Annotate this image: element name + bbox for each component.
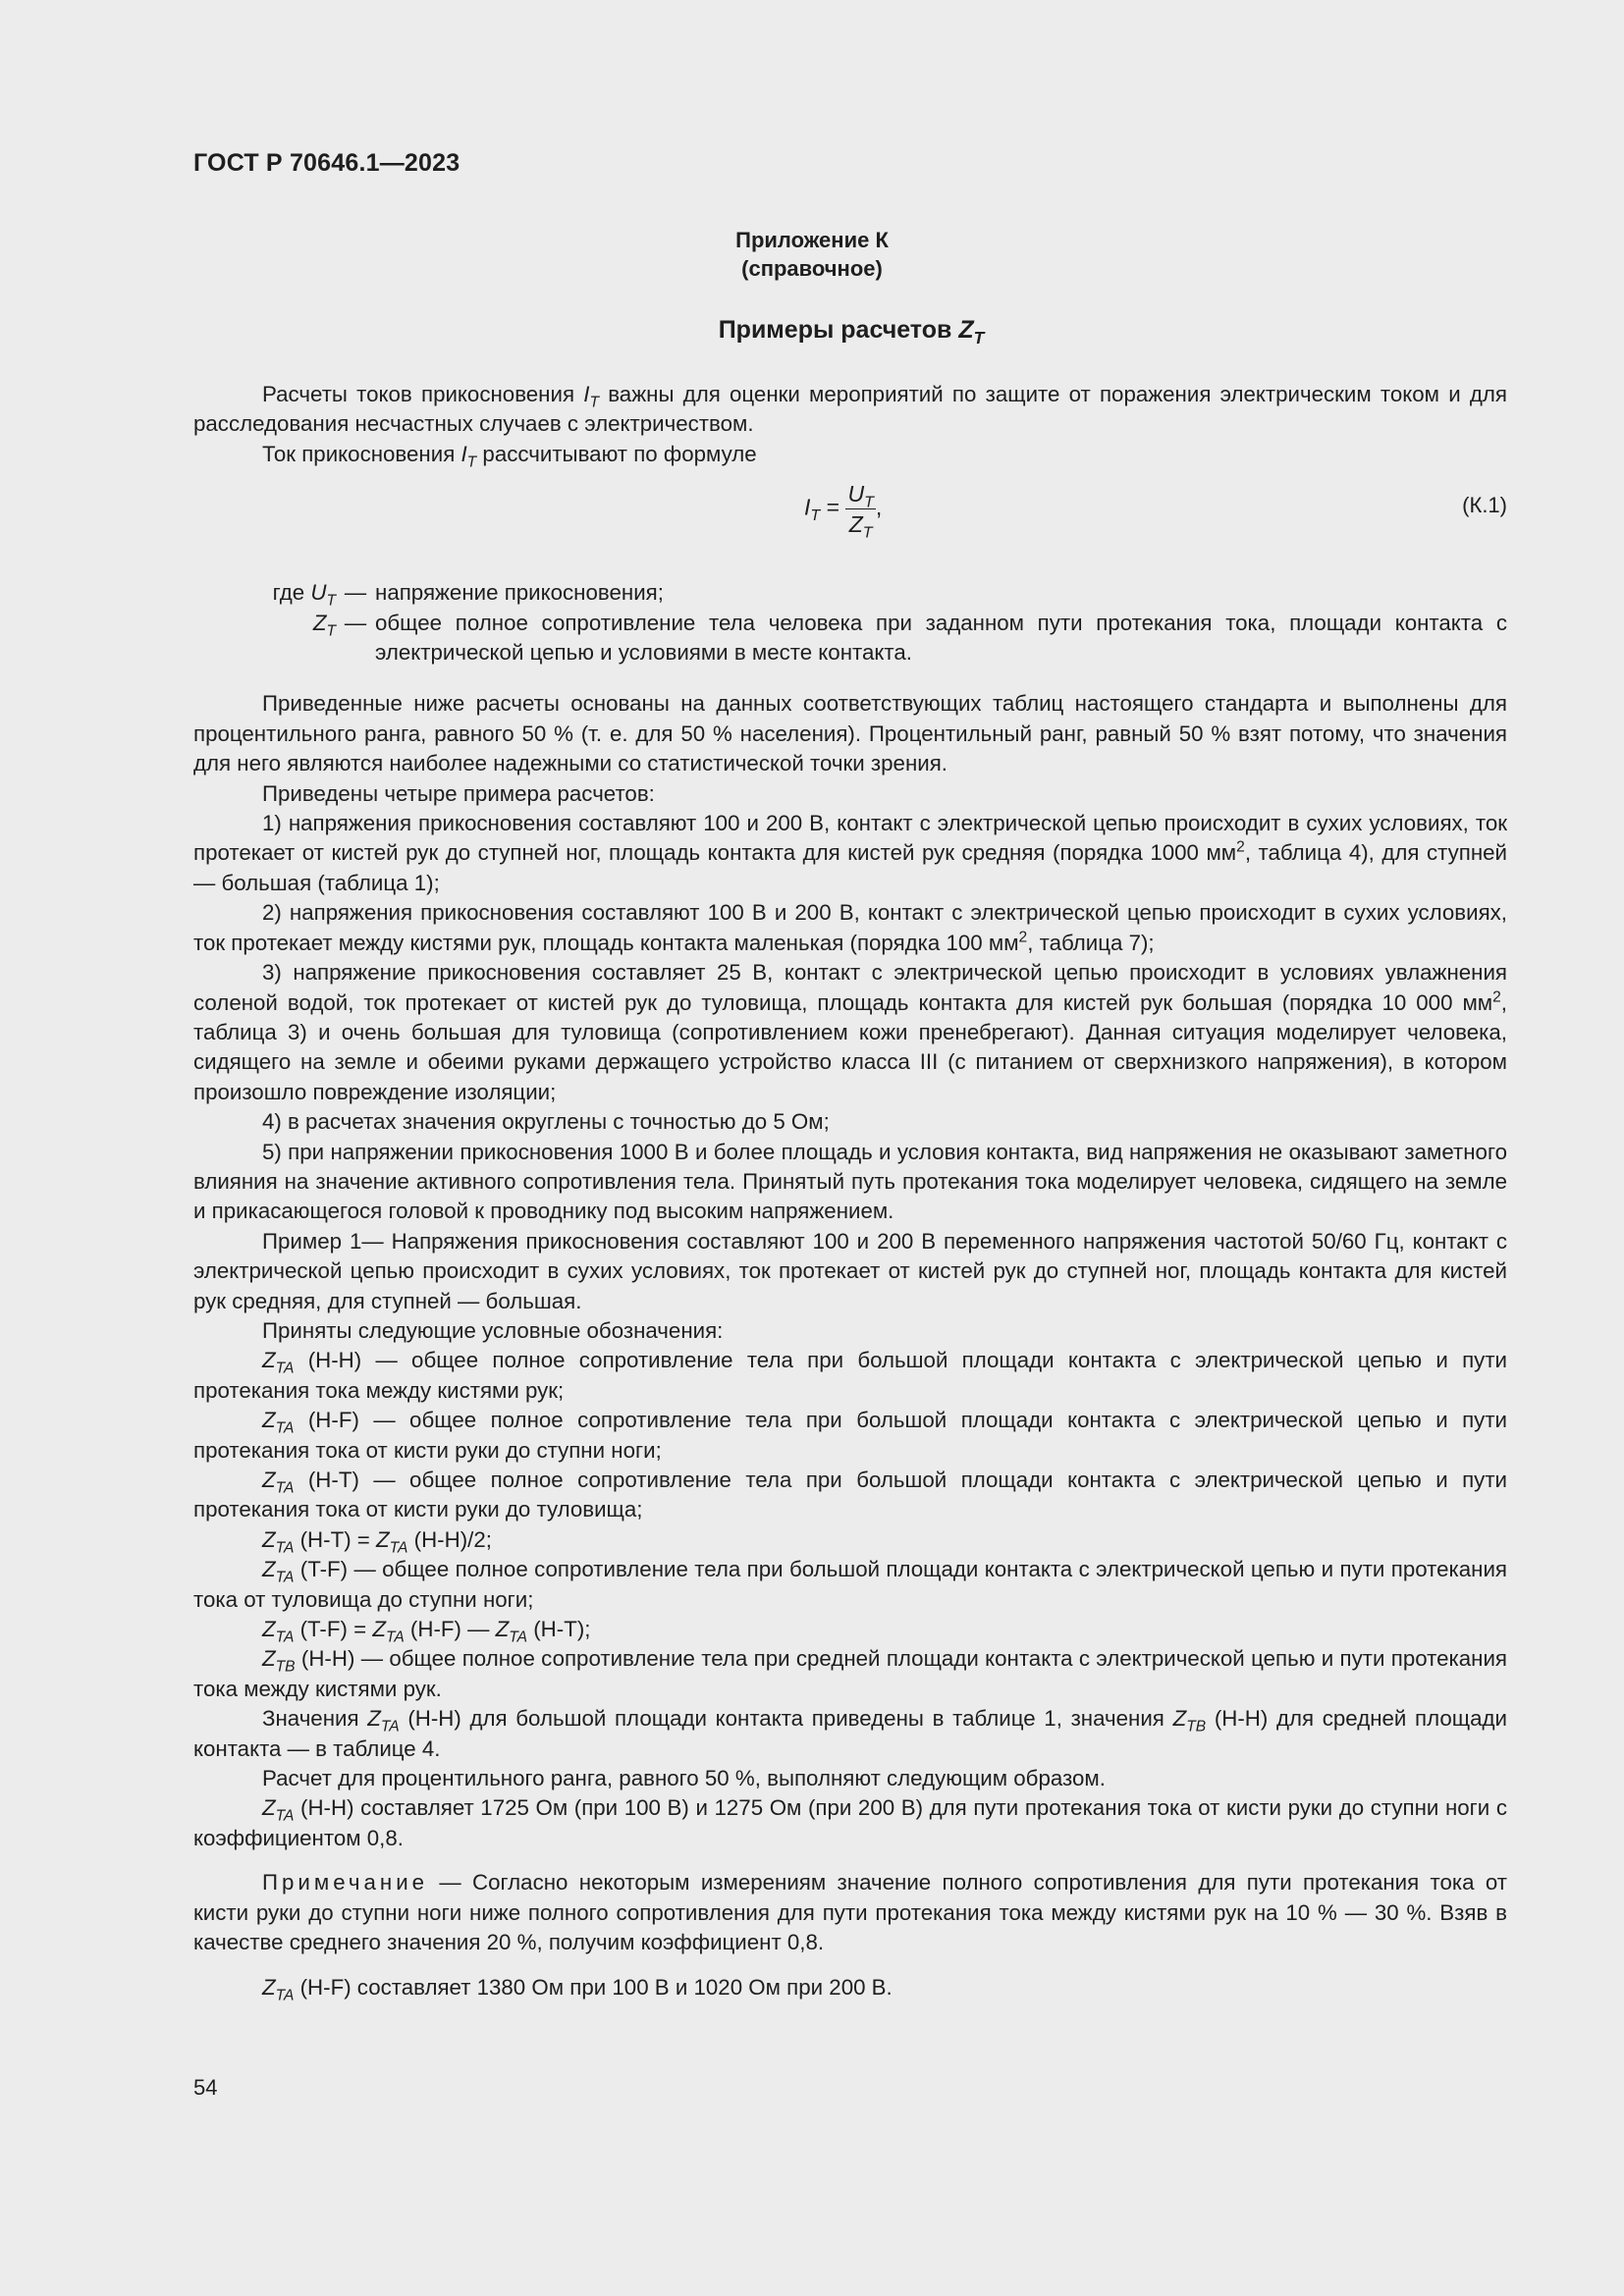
list-item-5: 5) при напряжении прикосновения 1000 В и более площадь и условия контакта, вид напряжения не оказывают заметного влияния на значение активного сопротивления тела. Принятый путь протекания тока моделирует человека, сидящего на земле и прикасающегося головой к проводнику под высоким напряжением. xyxy=(193,1139,1507,1224)
result-2: $Z_{TA}$ (H-F) составляет 1380 Ом при 100 В и 1020 Ом при 200 В. xyxy=(262,1974,893,2003)
list-item-1: 1) напряжения прикосновения составляют 100 и 200 В, контакт с электрической цепью происходит в сухих условиях, ток протекает от кистей рук до ступней ног, площадь контакта для кистей рук средняя (порядка 1000 $мм^2$, таблица 4), для ступней — большая (таблица 1); xyxy=(193,811,1508,895)
note-paragraph: Примечание — Согласно некоторым измерениям значение полного сопротивления для пути протекания тока от кисти руки до ступни ноги ниже полного сопротивления для пути протекания тока между кистями рук на 10 % — 30 %. Взяв в качестве среднего значения 20 %, получим коэффициент 0,8. xyxy=(193,1870,1507,1955)
formula-expression: $I_T$ = $\frac{U_T}{Z_T}$ , xyxy=(804,481,883,542)
notation-item-2: $Z_{TA}$ (H-F) — общее полное сопротивление тела при большой площади контакта с электрической цепью и пути протекания тока от кисти руки до ступни ноги; xyxy=(193,1408,1507,1463)
notation-item-1: $Z_{TA}$ (H-H) — общее полное сопротивление тела при большой площади контакта с электрической цепью и пути протекания тока между кистями рук; xyxy=(193,1348,1507,1403)
formula-number: (К.1) xyxy=(1462,493,1507,518)
where-item-ut: где $U_T$ — напряжение прикосновения; xyxy=(272,580,664,610)
list-item-2: 2) напряжения прикосновения составляют 100 В и 200 В, контакт с электрической цепью происходит в сухих условиях, ток протекает между кистями рук, площадь контакта маленькая (порядка 100 $мм^2$, таблица 7); xyxy=(193,900,1507,955)
notation-item-5: $Z_{TA}$ (T-F) — общее полное сопротивление тела при большой площади контакта с электрической цепью и пути протекания тока от туловища до ступни ноги; xyxy=(193,1557,1507,1612)
annex-heading xyxy=(0,226,1624,283)
section-title-text: Примеры расчетов xyxy=(718,316,952,344)
note-label: Примечание xyxy=(262,1870,429,1896)
section-title-symbol: Z xyxy=(958,316,974,344)
list-item-4: 4) в расчетах значения округлены с точностью до 5 Ом; xyxy=(262,1109,830,1135)
example-1-paragraph: Пример 1— Напряжения прикосновения составляют 100 и 200 В переменного напряжения частотой 50/60 Гц, контакт с электрической цепью происходит в сухих условиях, ток протекает от кистей рук до ступней ног, площадь контакта для кистей рук средняя, для ступней — большая. xyxy=(193,1228,1507,1313)
annex-name: Приложение К xyxy=(735,228,889,252)
paragraph-basis: Приведенные ниже расчеты основаны на данных соответствующих таблиц настоящего стандарта и выполнены для процентильного ранга, равного 50 % (т. е. для 50 % населения). Процентильный ранг, равный 50 % взят потому, что значения для него являются наиболее надежными со статистической точки зрения. xyxy=(193,691,1507,776)
section-title xyxy=(0,316,1624,348)
paragraph-examples-lead: Приведены четыре примера расчетов: xyxy=(262,780,655,806)
section-title-symbol-sub: T xyxy=(973,328,985,348)
notation-item-4: $Z_{TA}$ $(H-T) = Z_{TA}$ (H-H)/2; xyxy=(262,1526,492,1557)
notation-item-6: $Z_{TA}$ $(T-F) = Z_{TA}$ (H-F) — $Z_{TA}$ (H-T); xyxy=(262,1617,591,1646)
result-1: $Z_{TA}$ (H-H) составляет 1725 Ом (при 100 В) и 1275 Ом (при 200 В) для пути протекания тока от кисти руки до ступни ноги с коэффициентом 0,8. xyxy=(193,1795,1507,1850)
formula-k1 xyxy=(193,469,1507,563)
values-paragraph: Значения $Z_{TA}$ (H-H) для большой площади контакта приведены в таблице 1, значения $Z_{TB}$ (H-H) для средней площади контакта — в таблице 4. xyxy=(193,1706,1508,1761)
formula-fraction: $\frac{U_T}{Z_T}$ xyxy=(847,481,874,542)
where-item-zt: $Z_T$ — общее полное сопротивление тела человека при заданном пути протекания тока, площади контакта с электрической цепью и условиями в месте контакта. xyxy=(312,610,1507,666)
annex-type: (справочное) xyxy=(741,256,883,281)
intro-paragraph-2: Ток прикосновения $I_T$ рассчитывают по формуле xyxy=(262,441,757,471)
intro-paragraph-1: Расчеты токов прикосновения $I_T$ важны для оценки мероприятий по защите от поражения электрическим током и для расследования несчастных случаев с электричеством. xyxy=(193,382,1507,437)
calculation-lead: Расчет для процентильного ранга, равного 50 %, выполняют следующим образом. xyxy=(262,1766,1106,1791)
document-header: ГОСТ Р 70646.1—2023 xyxy=(193,149,460,177)
notation-lead: Приняты следующие условные обозначения: xyxy=(262,1317,724,1343)
page-number: 54 xyxy=(193,2075,218,2100)
list-item-3: 3) напряжение прикосновения составляет 25 В, контакт с электрической цепью происходит в условиях увлажнения соленой водой, ток протекает от кистей рук до туловища, площадь контакта для кистей рук большая (порядка 10 000 $мм^2$, таблица 3) и очень большая для туловища (сопротивлением кожи пренебрегают). Данная ситуация моделирует человека, сидящего на земле и обеими руками держащего устройство класса III (с питанием от сверхнизкого напряжения), в котором произошло повреждение изоляции; xyxy=(193,960,1507,1104)
document-body xyxy=(193,380,1507,2002)
where-clause xyxy=(193,578,1507,667)
notation-item-7: $Z_{TB}$ (H-H) — общее полное сопротивление тела при средней площади контакта с электрической цепью и пути протекания тока между кистями рук. xyxy=(193,1646,1507,1701)
notation-item-3: $Z_{TA}$ (H-T) — общее полное сопротивление тела при большой площади контакта с электрической цепью и пути протекания тока от кисти руки до туловища; xyxy=(193,1468,1507,1522)
